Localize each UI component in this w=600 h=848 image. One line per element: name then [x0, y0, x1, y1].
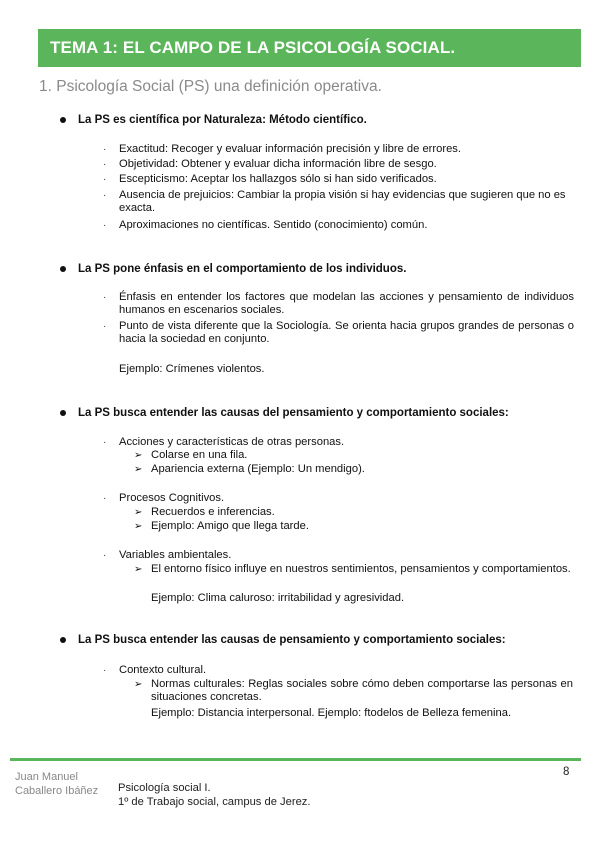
section-subtitle: 1. Psicología Social (PS) una definición operativa. [39, 78, 382, 95]
tick-icon: · [103, 190, 107, 201]
arrow-bullet-icon: ➢ [134, 450, 143, 461]
section-heading: La PS pone énfasis en el comportamiento de los individuos. [78, 263, 407, 275]
bullet-icon [60, 637, 66, 643]
tick-icon: · [103, 220, 107, 231]
list-item: Aproximaciones no científicas. Sentido (conocimiento) común. [119, 219, 428, 231]
tick-icon: · [103, 665, 107, 676]
footer-course [118, 781, 311, 809]
section-heading: La PS es científica por Naturaleza: Método científico. [78, 114, 367, 126]
arrow-bullet-icon: ➢ [134, 521, 143, 532]
tick-icon: · [103, 159, 107, 170]
tick-icon: · [103, 550, 107, 561]
example-text: Ejemplo: Clima caluroso: irritabilidad y agresividad. [151, 592, 405, 604]
arrow-bullet-icon: ➢ [134, 679, 143, 690]
tick-icon: · [103, 174, 107, 185]
bullet-icon [60, 117, 66, 123]
footer-course-line: 1º de Trabajo social, campus de Jerez. [118, 796, 311, 808]
section-heading: La PS busca entender las causas del pensamiento y comportamiento sociales: [78, 407, 509, 419]
sub-item: Colarse en una fila. [151, 449, 248, 461]
list-item: Objetividad: Obtener y evaluar dicha información libre de sesgo. [119, 158, 437, 170]
tick-icon: · [103, 144, 107, 155]
example-text: Ejemplo: Crímenes violentos. [119, 363, 265, 375]
sub-item: Apariencia externa (Ejemplo: Un mendigo). [151, 463, 365, 475]
sub-item: Recuerdos e inferencias. [151, 506, 275, 518]
tick-icon: · [103, 493, 107, 504]
list-item: Punto de vista diferente que la Sociología. Se orienta hacia grupos grandes de personas o hacia la sociedad en conjunto. [119, 320, 574, 345]
page-title: TEMA 1: EL CAMPO DE LA PSICOLOGÍA SOCIAL. [50, 38, 456, 57]
group-label: Variables ambientales. [119, 549, 232, 561]
page-number: 8 [563, 766, 570, 778]
section-heading: La PS busca entender las causas de pensamiento y comportamiento sociales: [78, 634, 506, 646]
tick-icon: · [103, 437, 107, 448]
footer-author: Juan Manuel Caballero Ibáñez [15, 771, 99, 797]
footer-course-line: Psicología social I. [118, 782, 211, 794]
arrow-bullet-icon: ➢ [134, 507, 143, 518]
list-item: Escepticismo: Aceptar los hallazgos sólo si han sido verificados. [119, 173, 437, 185]
list-item: Exactitud: Recoger y evaluar información precisión y libre de errores. [119, 143, 461, 155]
group-label: Acciones y características de otras personas. [119, 436, 345, 448]
arrow-bullet-icon: ➢ [134, 464, 143, 475]
bullet-icon [60, 266, 66, 272]
list-item: Énfasis en entender los factores que modelan las acciones y pensamiento de individuos humanos en escenarios sociales. [119, 291, 574, 316]
tick-icon: · [103, 292, 107, 303]
sub-item: Normas culturales: Reglas sociales sobre cómo deben comportarse las personas en situaciones concretas. [151, 678, 573, 703]
sub-item: El entorno físico influye en nuestros sentimientos, pensamientos y comportamientos. [151, 563, 571, 575]
title-banner [38, 29, 581, 67]
bullet-icon [60, 410, 66, 416]
arrow-bullet-icon: ➢ [134, 564, 143, 575]
group-label: Contexto cultural. [119, 664, 207, 676]
group-label: Procesos Cognitivos. [119, 492, 225, 504]
tick-icon: · [103, 321, 107, 332]
footer-divider [10, 758, 581, 761]
sub-item: Ejemplo: Amigo que llega tarde. [151, 520, 309, 532]
example-text: Ejemplo: Distancia interpersonal. Ejemplo: ftodelos de Belleza femenina. [151, 707, 512, 719]
list-item: Ausencia de prejuicios: Cambiar la propia visión si hay evidencias que sugieren que no es exacta. [119, 189, 566, 214]
